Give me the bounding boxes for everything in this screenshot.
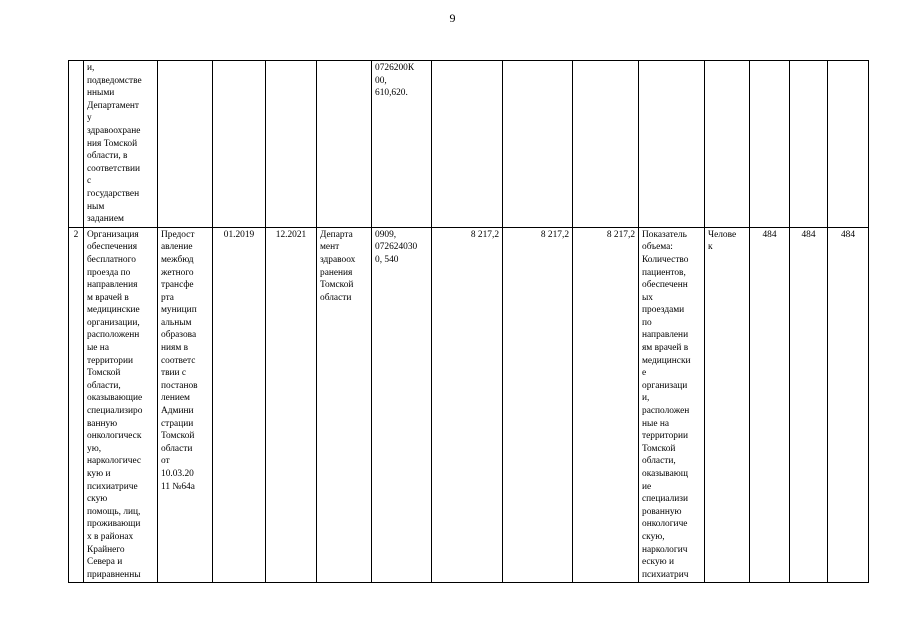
table-row <box>69 227 869 583</box>
value-year-2: 484 <box>790 227 828 583</box>
funding-year-2 <box>503 61 573 228</box>
value-year-1 <box>750 61 790 228</box>
indicator <box>639 61 705 228</box>
program-table <box>68 60 869 583</box>
indicator: Показатель объема: Количество пациентов, обеспеченн ых проездами по направлени ям врачей в медицински е организаци и, расположен ные на территории Томской области, оказывающ ие специализи рованную онкологиче скую, наркологич ескую и психиатрич <box>639 227 705 583</box>
funding-year-1 <box>432 61 503 228</box>
executor: Департа мент здравоох ранения Томской области <box>317 227 372 583</box>
funding-year-2: 8 217,2 <box>503 227 573 583</box>
unit <box>705 61 750 228</box>
event-name: Организация обеспечения бесплатного проезда по направления м врачей в медицинские организации, расположенн ые на территории Томской области, оказывающие специализиро ванную онкологическ ую, наркологичес кую и психиатриче скую помощь, лиц, проживающи х в районах Крайнего Севера и приравненны <box>84 227 158 583</box>
budget-code: 0726200К 00, 610,620. <box>372 61 432 228</box>
executor <box>317 61 372 228</box>
unit: Челове к <box>705 227 750 583</box>
row-number: 2 <box>69 227 84 583</box>
funding-year-3: 8 217,2 <box>573 227 639 583</box>
end-date <box>266 61 317 228</box>
value-year-1: 484 <box>750 227 790 583</box>
end-date: 12.2021 <box>266 227 317 583</box>
value-year-3: 484 <box>828 227 869 583</box>
funding-year-1: 8 217,2 <box>432 227 503 583</box>
event-name: и, подведомстве нными Департамент у здравоохране ния Томской области, в соответствии с государствен ным заданием <box>84 61 158 228</box>
page-number: 9 <box>449 11 456 25</box>
mechanism: Предост авление межбюд жетного трансфе рта муницип альным образова ниям в соответс твии с постанов лением Админи страции Томской области от 10.03.20 11 №64а <box>158 227 213 583</box>
value-year-3 <box>828 61 869 228</box>
budget-code: 0909, 072624030 0, 540 <box>372 227 432 583</box>
start-date <box>213 61 266 228</box>
funding-year-3 <box>573 61 639 228</box>
row-number <box>69 61 84 228</box>
table-row <box>69 61 869 228</box>
mechanism <box>158 61 213 228</box>
value-year-2 <box>790 61 828 228</box>
start-date: 01.2019 <box>213 227 266 583</box>
